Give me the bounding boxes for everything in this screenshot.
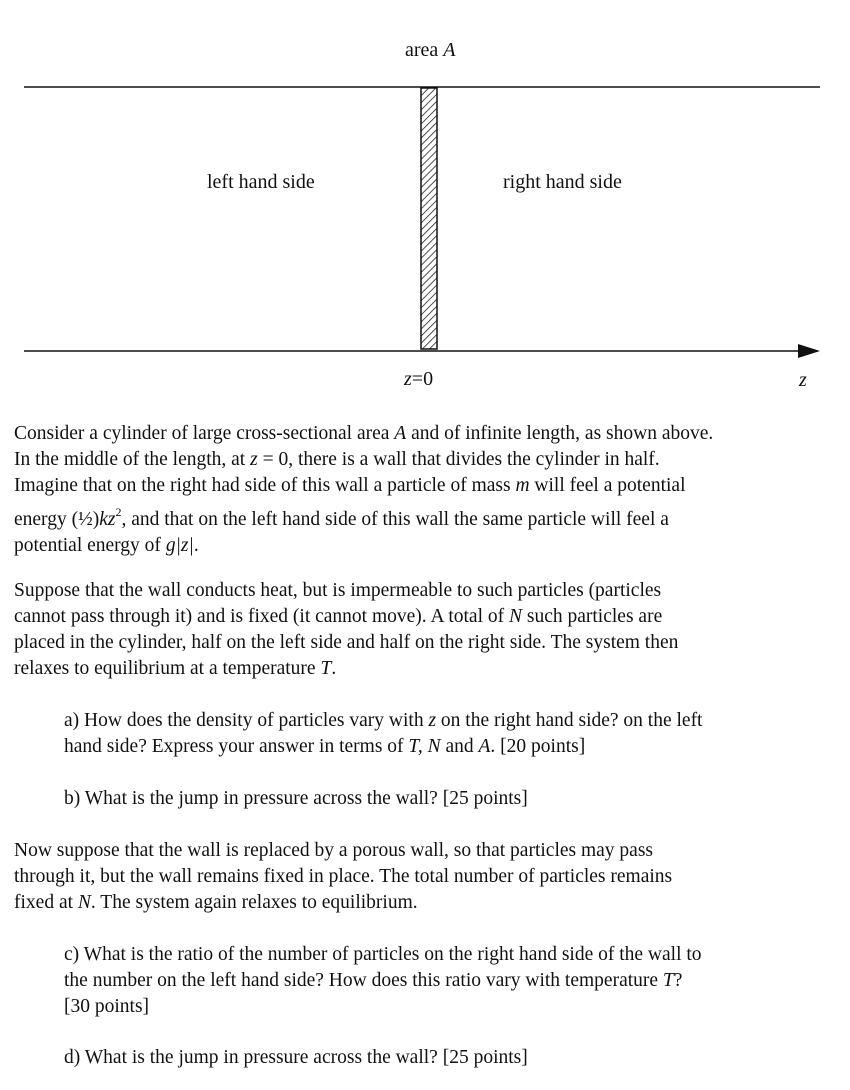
text-line: b) What is the jump in pressure across the wall? [25 points]: [64, 788, 528, 809]
right-side-label: right hand side: [503, 171, 622, 193]
text-line: fixed at N. The system again relaxes to equilibrium.: [14, 892, 418, 913]
origin-label: [404, 368, 433, 391]
text-line: the number on the left hand side? How does this ratio vary with temperature T?: [64, 970, 683, 991]
question-c: [64, 942, 844, 1020]
cylinder-diagram: [0, 0, 850, 400]
origin-var: z: [404, 368, 412, 390]
text-line: a) How does the density of particles vary with z on the right hand side? on the left: [64, 710, 703, 731]
text-line: placed in the cylinder, half on the left side and half on the right side. The system then: [14, 632, 679, 653]
z-axis-arrowhead: [798, 344, 820, 358]
area-label-var: A: [443, 39, 456, 61]
paragraph-porous-wall: [14, 838, 844, 916]
question-d: [64, 1045, 844, 1071]
text-line: In the middle of the length, at z = 0, there is a wall that divides the cylinder in half.: [14, 449, 660, 470]
origin-eq: =0: [411, 368, 434, 390]
area-label-prefix: area: [405, 39, 439, 61]
text-line: Suppose that the wall conducts heat, but is impermeable to such particles (particles: [14, 580, 662, 601]
text-line: Consider a cylinder of large cross-sectional area A and of infinite length, as shown above.: [14, 423, 714, 444]
question-b: [64, 786, 844, 812]
text-line: energy $(\frac{1}{2})kz^2$, and that on the left hand side of this wall the same particle will feel a: [14, 505, 669, 530]
text-line: relaxes to equilibrium at a temperature T.: [14, 658, 337, 679]
text-line: c) What is the ratio of the number of particles on the right hand side of the wall to: [64, 944, 702, 965]
text-line: hand side? Express your answer in terms of T, N and A. [20 points]: [64, 736, 586, 757]
question-a: [64, 708, 844, 760]
text-line: Imagine that on the right had side of this wall a particle of mass m will feel a potential: [14, 475, 686, 496]
text-line: potential energy of g|z|.: [14, 535, 199, 556]
text-line: Now suppose that the wall is replaced by a porous wall, so that particles may pass: [14, 840, 654, 861]
z-axis-label: z: [799, 369, 807, 391]
left-side-label: left hand side: [207, 171, 315, 193]
text-line: d) What is the jump in pressure across the wall? [25 points]: [64, 1047, 528, 1068]
paragraph-setup: [14, 421, 844, 559]
dividing-wall: [421, 88, 437, 349]
text-line: [30 points]: [64, 996, 150, 1017]
paragraph-impermeable-wall: [14, 578, 844, 682]
text-line: through it, but the wall remains fixed in place. The total number of particles remains: [14, 866, 673, 887]
text-line: cannot pass through it) and is fixed (it cannot move). A total of N such particles are: [14, 606, 663, 627]
